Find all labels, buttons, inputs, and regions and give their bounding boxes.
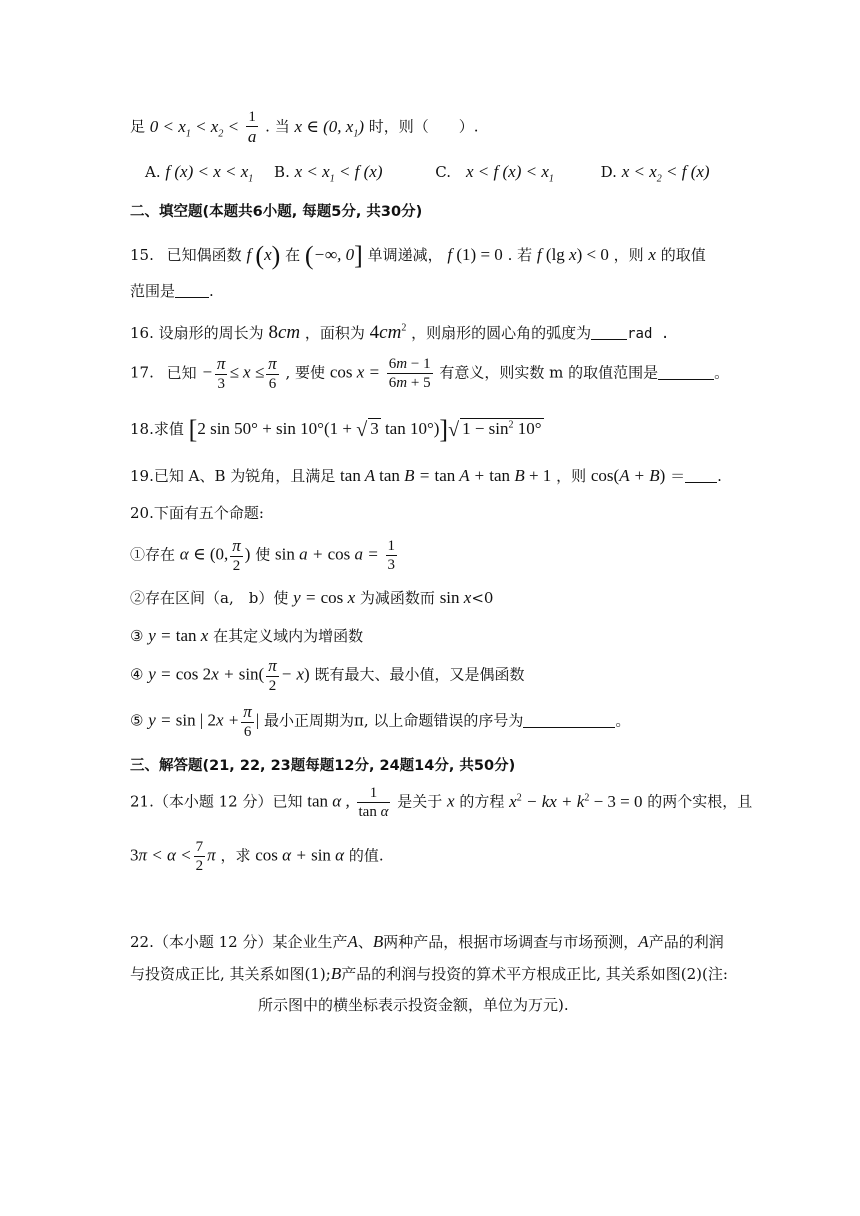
section-2-heading: 二、填空题(本题共6小题, 每题5分, 共30分): [130, 204, 423, 220]
q17-text-1: 已知: [166, 363, 197, 382]
q20-proposition-2: ②存在区间（a, b）使 y = cos x 为减函数而 sin x<0: [130, 588, 494, 607]
question-19: 19.已知 A、B 为锐角，且满足 tan A tan B = tan A + tan B + 1 ，则 cos(A + B) ＝ .: [130, 466, 722, 485]
q15-number: 15.: [130, 246, 154, 264]
q14-cond-tail: . 当: [265, 117, 290, 136]
q20-proposition-5: ⑤ y = sin | 2x + $\frac{\pi}{6}$ | 最小正周期为π, 以上命题错误的序号为 。: [130, 702, 631, 741]
q18-text-1: 求值: [153, 420, 184, 438]
q15-text-4: . 若: [507, 246, 533, 264]
q19-number: 19.: [130, 467, 154, 485]
q22-text-1: （本小题 12 分）某企业生产: [153, 933, 348, 951]
q17-number: 17.: [130, 363, 154, 382]
q19-text-1: 已知 A、B 为锐角，且满足: [153, 467, 336, 485]
q16-text-1: 设扇形的周长为: [158, 324, 264, 342]
question-16: 16. 设扇形的周长为 8cm ，面积为 $4cm^2$ ，则扇形的圆心角的弧度为 rad .: [130, 322, 670, 343]
q14-prefix: 足: [130, 117, 146, 136]
q16-text-3: ，则扇形的圆心角的弧度为: [411, 324, 592, 342]
q14-cond-tail2: 时，则（ ）.: [368, 117, 479, 136]
q21-number: 21.: [130, 792, 154, 811]
q22-number: 22.: [130, 933, 154, 951]
q17-answer-blank: [658, 379, 714, 380]
q20-proposition-4: ④ y = cos 2x + sin( $\frac{\pi}{2}$ − x) 既有最大、最小值，又是偶函数: [130, 656, 525, 695]
q14-options: [145, 162, 710, 185]
q18-expression: [2 sin 50° + sin 10°(1 + √ 3 tan 10°)]√ $1 - \sin^2 10^\circ$: [188, 415, 542, 444]
q16-number: 16.: [130, 324, 154, 342]
q20-text-1: 下面有五个命题:: [153, 504, 264, 522]
q15-text-6: 的取值: [660, 246, 706, 264]
q14-option-c: C. x < f $(x) < x_1$: [435, 162, 554, 185]
question-21: 21.（本小题 12 分）已知 tan α , $\frac{1}{\text{tan α}}$ 是关于 x 的方程 $x^2$ − kx + $k^2 - 3 = 0$ 的两个实根，且: [130, 785, 753, 820]
q18-number: 18.: [130, 420, 154, 438]
q15-text-1: 已知偶函数: [166, 246, 242, 264]
q15-range-label: 范围是: [130, 282, 176, 300]
question-15: 15. 已知偶函数 f (x) 在 (−∞, 0] 单调递减， f (1) = 0 . 若 f (lg x) < 0 ，则 x 的取值: [130, 241, 706, 270]
q20-proposition-1: ①存在 α ∈ (0, $\frac{\pi}{2}$ ) 使 sin a + cos a = $\frac{1}{3}$: [130, 536, 396, 575]
q14-option-b: B. $x < x_1 < f$ (x): [274, 162, 383, 185]
question-20: [130, 504, 264, 522]
question-21-line-2: 3π < α < $\frac{7}{2}$ π ，求 cos α + sin α 的值.: [130, 839, 384, 874]
q14-option-a: A. f $(x) < x < x_1$: [145, 162, 254, 185]
q15-answer-blank: [175, 297, 209, 298]
q20-answer-blank: [523, 727, 615, 728]
question-22-line-2: 与投资成正比, 其关系如图(1);B产品的利润与投资的算术平方根成正比, 其关系如图(2)(注:: [130, 964, 728, 983]
q15-text-3: 单调递减，: [367, 246, 443, 264]
q19-answer-blank: [685, 482, 717, 483]
q16-unit: rad .: [627, 326, 670, 342]
q21-text-1: （本小题 12 分）已知: [153, 792, 303, 811]
question-18: [130, 414, 544, 445]
q14-option-d: D. $x < x_2 < f$ (x): [600, 162, 710, 185]
q16-answer-blank: [591, 339, 627, 340]
q19-text-2: ，则: [556, 467, 587, 485]
section-3-heading: 三、解答题(21, 22, 23题每题12分, 24题14分, 共50分): [130, 758, 516, 774]
q15-text-5: ，则: [613, 246, 644, 264]
q17-text-3: 有意义，则实数 m 的取值范围是: [439, 363, 659, 382]
question-22: 22.（本小题 12 分）某企业生产A、B两种产品，根据市场调查与市场预测，A产品的利润: [130, 932, 724, 951]
q16-text-2: ，面积为: [304, 324, 365, 342]
q20-number: 20.: [130, 504, 154, 522]
q15-text-2: 在: [285, 246, 301, 264]
q14-condition-line: 足 $0 < x_1 < x_2$ < $\frac{1}{a}$ . 当 x ∈ (0, $x_1$) 时，则（ ）.: [130, 109, 479, 146]
q17-text-2: , 要使: [285, 363, 326, 382]
q20-proposition-3: ③ y = tan x 在其定义域内为增函数: [130, 626, 364, 645]
question-17: 17. 已知 − $\frac{\pi}{3}$ ≤ x ≤ $\frac{\pi}{6}$ , 要使 cos x = $\frac{6m - 1}{6m + 5}$ 有意义，则实数 m 的取值范围是 。: [130, 354, 730, 393]
question-22-line-3: 所示图中的横坐标表示投资金额，单位为万元).: [258, 996, 569, 1014]
question-15-line-2: 范围是 .: [130, 282, 214, 300]
